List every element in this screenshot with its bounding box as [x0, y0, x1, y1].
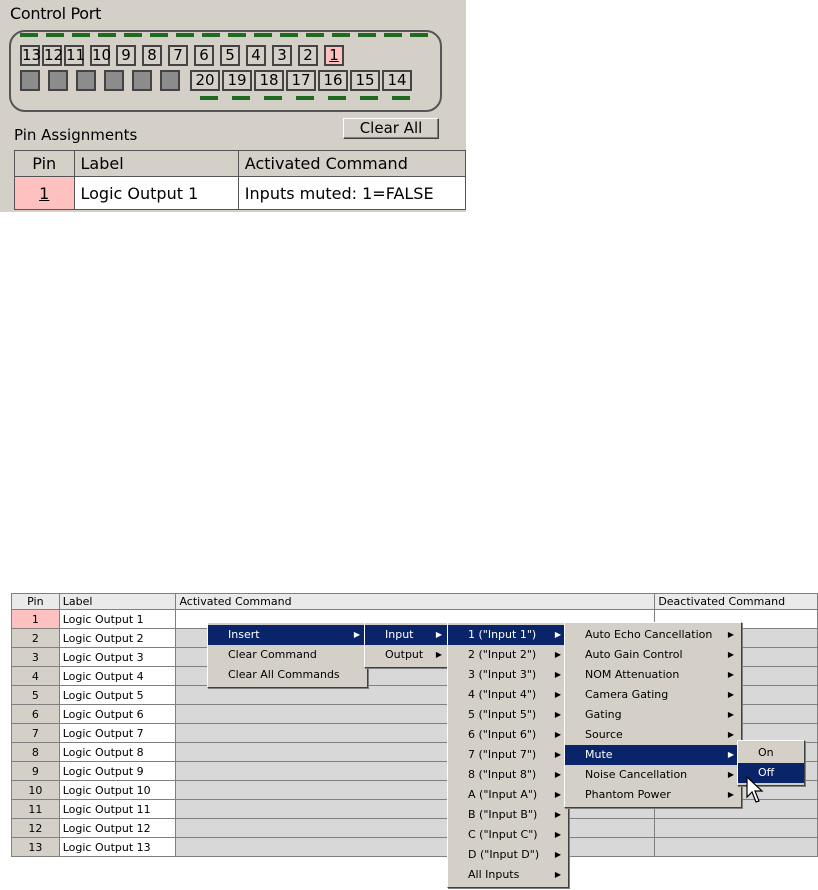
pin-indicator-dash: [200, 96, 218, 100]
submenu-arrow-icon: ▶: [727, 710, 734, 719]
table-row-label[interactable]: Logic Output 1: [74, 177, 238, 210]
pin-indicator-dash: [296, 96, 314, 100]
row-label[interactable]: Logic Output 3: [59, 648, 176, 667]
pin-4[interactable]: 4: [246, 45, 266, 66]
menu-item-label: 5 ("Input 5"): [468, 708, 537, 721]
pin-10[interactable]: 10: [92, 46, 112, 64]
row-pin[interactable]: 5: [12, 686, 60, 705]
menu-item-label: All Inputs: [468, 868, 520, 881]
menu-item-label: 3 ("Input 3"): [468, 668, 537, 681]
column-header-label[interactable]: Label: [59, 594, 176, 610]
pin-indicator-dash: [264, 96, 282, 100]
pin-indicator-dash: [202, 33, 220, 37]
pin-9[interactable]: 9: [116, 45, 136, 66]
pin-indicator-dash: [176, 33, 194, 37]
row-pin[interactable]: 6: [12, 705, 60, 724]
submenu-arrow-icon: ▶: [727, 670, 734, 679]
menu-item-input-d[interactable]: [448, 845, 568, 865]
row-pin[interactable]: 4: [12, 667, 60, 686]
menu-item-input-c[interactable]: [448, 825, 568, 845]
menu-item-label: 2 ("Input 2"): [468, 648, 537, 661]
submenu-arrow-icon: ▶: [353, 630, 360, 639]
pin-indicator-dash: [328, 96, 346, 100]
row-label[interactable]: Logic Output 8: [59, 743, 176, 762]
submenu-arrow-icon: ▶: [554, 650, 561, 659]
menu-item-mute[interactable]: [565, 745, 741, 765]
row-pin[interactable]: 11: [12, 800, 60, 819]
menu-item-label: Clear All Commands: [228, 668, 340, 681]
menu-item-nom-attenuation[interactable]: [565, 665, 741, 685]
pin-indicator-dash: [332, 33, 350, 37]
menu-item-label: C ("Input C"): [468, 828, 538, 841]
menu-item-label: Off: [758, 766, 775, 779]
row-pin[interactable]: 8: [12, 743, 60, 762]
menu-item-input-1[interactable]: [448, 625, 568, 645]
menu-item-label: Insert: [228, 628, 260, 641]
menu-item-input-2[interactable]: [448, 645, 568, 665]
row-pin[interactable]: 1: [12, 610, 60, 629]
submenu-arrow-icon: ▶: [727, 630, 734, 639]
menu-item-input-7[interactable]: [448, 745, 568, 765]
menu-item-source[interactable]: [565, 725, 741, 745]
inputs-submenu: [447, 622, 569, 888]
submenu-arrow-icon: ▶: [435, 650, 442, 659]
pin-unused: [20, 70, 40, 91]
menu-item-label: NOM Attenuation: [585, 668, 680, 681]
table-row-pin[interactable]: [15, 177, 75, 210]
submenu-arrow-icon: ▶: [554, 630, 561, 639]
menu-item-input-b[interactable]: [448, 805, 568, 825]
row-label[interactable]: Logic Output 7: [59, 724, 176, 743]
row-label[interactable]: Logic Output 5: [59, 686, 176, 705]
submenu-arrow-icon: ▶: [727, 770, 734, 779]
column-header-activated[interactable]: Activated Command: [238, 151, 465, 177]
row-label[interactable]: Logic Output 12: [59, 819, 176, 838]
row-label[interactable]: Logic Output 4: [59, 667, 176, 686]
submenu-arrow-icon: ▶: [554, 750, 561, 759]
control-port-panel: [0, 0, 466, 212]
row-pin[interactable]: 7: [12, 724, 60, 743]
submenu-arrow-icon: ▶: [554, 670, 561, 679]
submenu-arrow-icon: ▶: [554, 690, 561, 699]
pin-1[interactable]: [324, 45, 344, 66]
menu-item-label: 4 ("Input 4"): [468, 688, 537, 701]
pin-12[interactable]: 12: [44, 46, 64, 64]
column-header-activated[interactable]: Activated Command: [176, 594, 655, 610]
column-header-deactivated[interactable]: Deactivated Command: [655, 594, 818, 610]
pin-assignments-table: [14, 150, 466, 210]
row-deactivated-cell[interactable]: [655, 838, 818, 857]
menu-item-label: Auto Echo Cancellation: [585, 628, 713, 641]
menu-item-clear-all-commands[interactable]: [208, 665, 367, 685]
menu-item-label: 1 ("Input 1"): [468, 628, 537, 641]
pin-indicator-dash: [98, 33, 116, 37]
menu-item-input-4[interactable]: [448, 685, 568, 705]
table-row-activated[interactable]: Inputs muted: 1=FALSE: [238, 177, 465, 210]
menu-item-label: A ("Input A"): [468, 788, 538, 801]
row-deactivated-cell[interactable]: [655, 819, 818, 838]
menu-item-input-a[interactable]: [448, 785, 568, 805]
row-label[interactable]: Logic Output 9: [59, 762, 176, 781]
row-activated-cell[interactable]: [176, 819, 655, 838]
column-header-pin[interactable]: Pin: [15, 151, 75, 177]
menu-item-label: Camera Gating: [585, 688, 669, 701]
clear-all-button[interactable]: Clear All: [343, 118, 439, 139]
row-pin[interactable]: 3: [12, 648, 60, 667]
row-pin[interactable]: 13: [12, 838, 60, 857]
pin-6[interactable]: 6: [194, 45, 214, 66]
menu-item-input-8[interactable]: [448, 765, 568, 785]
menu-item-label: Source: [585, 728, 623, 741]
menu-item-output[interactable]: [365, 645, 449, 665]
column-header-label[interactable]: Label: [74, 151, 238, 177]
menu-item-input[interactable]: [365, 625, 449, 645]
menu-item-label: 8 ("Input 8"): [468, 768, 537, 781]
menu-item-insert[interactable]: [208, 625, 367, 645]
row-label[interactable]: Logic Output 1: [59, 610, 176, 629]
context-menu: [207, 622, 368, 688]
submenu-arrow-icon: ▶: [554, 850, 561, 859]
pin-indicator-dash: [410, 33, 428, 37]
submenu-arrow-icon: ▶: [554, 830, 561, 839]
menu-item-label: B ("Input B"): [468, 808, 538, 821]
submenu-arrow-icon: ▶: [554, 770, 561, 779]
pin-8[interactable]: 8: [142, 45, 162, 66]
pin-indicator-dash: [280, 33, 298, 37]
menu-item-on[interactable]: [738, 743, 804, 763]
menu-item-gating[interactable]: [565, 705, 741, 725]
pin-unused: [160, 70, 180, 91]
pin-indicator-dash: [358, 33, 376, 37]
menu-item-label: Clear Command: [228, 648, 317, 661]
pin-indicator-dash: [232, 96, 250, 100]
submenu-arrow-icon: ▶: [435, 630, 442, 639]
pin-20[interactable]: 20: [190, 70, 220, 91]
menu-item-label: 7 ("Input 7"): [468, 748, 537, 761]
row-label[interactable]: Logic Output 11: [59, 800, 176, 819]
row-activated-cell[interactable]: [176, 838, 655, 857]
menu-item-label: Noise Cancellation: [585, 768, 688, 781]
menu-item-label: 6 ("Input 6"): [468, 728, 537, 741]
row-pin[interactable]: 12: [12, 819, 60, 838]
submenu-arrow-icon: ▶: [554, 710, 561, 719]
submenu-arrow-icon: ▶: [727, 730, 734, 739]
submenu-arrow-icon: ▶: [727, 650, 734, 659]
row-label[interactable]: Logic Output 6: [59, 705, 176, 724]
pin-unused: [48, 70, 68, 91]
pin-13[interactable]: 13: [22, 46, 42, 64]
pin-7[interactable]: 7: [168, 45, 188, 66]
menu-item-label: Input: [385, 628, 414, 641]
control-port-title: Control Port: [10, 4, 102, 23]
pin-2[interactable]: 2: [298, 45, 318, 66]
table-row: [12, 838, 818, 857]
pin-19[interactable]: 19: [222, 70, 252, 91]
pin-unused: [76, 70, 96, 91]
menu-item-all-inputs[interactable]: [448, 865, 568, 885]
pin-assignment-grid-panel: [0, 585, 818, 890]
pin-11[interactable]: 11: [66, 46, 86, 64]
row-label[interactable]: Logic Output 10: [59, 781, 176, 800]
submenu-arrow-icon: ▶: [554, 870, 561, 879]
submenu-arrow-icon: ▶: [554, 730, 561, 739]
menu-item-noise-cancellation[interactable]: [565, 765, 741, 785]
menu-item-label: Mute: [585, 748, 613, 761]
submenu-arrow-icon: ▶: [554, 810, 561, 819]
pin-indicator-dash: [46, 33, 64, 37]
menu-item-auto-echo-cancellation[interactable]: [565, 625, 741, 645]
pin-indicator-dash: [124, 33, 142, 37]
submenu-arrow-icon: ▶: [554, 790, 561, 799]
input-options-submenu: [564, 622, 742, 808]
menu-item-label: Auto Gain Control: [585, 648, 683, 661]
menu-item-clear-command[interactable]: [208, 645, 367, 665]
menu-item-input-6[interactable]: [448, 725, 568, 745]
pin-18[interactable]: 18: [254, 70, 284, 91]
pin-unused: [132, 70, 152, 91]
menu-item-input-5[interactable]: [448, 705, 568, 725]
pin-indicator-dash: [72, 33, 90, 37]
pin-indicator-dash: [254, 33, 272, 37]
menu-item-label: On: [758, 746, 774, 759]
menu-item-label: Output: [385, 648, 424, 661]
menu-item-input-3[interactable]: [448, 665, 568, 685]
row-pin[interactable]: 9: [12, 762, 60, 781]
pin-indicator-dash: [306, 33, 324, 37]
submenu-arrow-icon: ▶: [727, 750, 734, 759]
pin-assignments-label: Pin Assignments: [14, 126, 138, 144]
menu-item-label: Phantom Power: [585, 788, 671, 801]
row-pin-number: 1: [39, 183, 50, 203]
submenu-arrow-icon: ▶: [727, 690, 734, 699]
pin-3[interactable]: 3: [272, 45, 292, 66]
pin-1-label: 1: [329, 46, 339, 64]
pin-17[interactable]: 17: [286, 70, 316, 91]
pin-indicator-dash: [20, 33, 38, 37]
mouse-pointer-icon: [746, 776, 766, 804]
pin-indicator-dash: [384, 33, 402, 37]
row-pin[interactable]: 2: [12, 629, 60, 648]
pin-unused: [104, 70, 124, 91]
pin-indicator-dash: [392, 96, 410, 100]
menu-item-phantom-power[interactable]: [565, 785, 741, 805]
pin-16[interactable]: 16: [318, 70, 348, 91]
menu-item-camera-gating[interactable]: [565, 685, 741, 705]
pin-indicator-dash: [360, 96, 378, 100]
column-header-pin[interactable]: Pin: [12, 594, 60, 610]
menu-item-label: Gating: [585, 708, 622, 721]
row-label[interactable]: Logic Output 2: [59, 629, 176, 648]
pin-15[interactable]: 15: [350, 70, 380, 91]
pin-14[interactable]: 14: [382, 70, 412, 91]
pin-indicator-dash: [228, 33, 246, 37]
insert-submenu: [364, 622, 450, 668]
row-pin[interactable]: 10: [12, 781, 60, 800]
table-row: [12, 819, 818, 838]
pin-5[interactable]: 5: [220, 45, 240, 66]
menu-item-label: D ("Input D"): [468, 848, 540, 861]
menu-item-auto-gain-control[interactable]: [565, 645, 741, 665]
submenu-arrow-icon: ▶: [727, 790, 734, 799]
pin-indicator-dash: [150, 33, 168, 37]
row-label[interactable]: Logic Output 13: [59, 838, 176, 857]
